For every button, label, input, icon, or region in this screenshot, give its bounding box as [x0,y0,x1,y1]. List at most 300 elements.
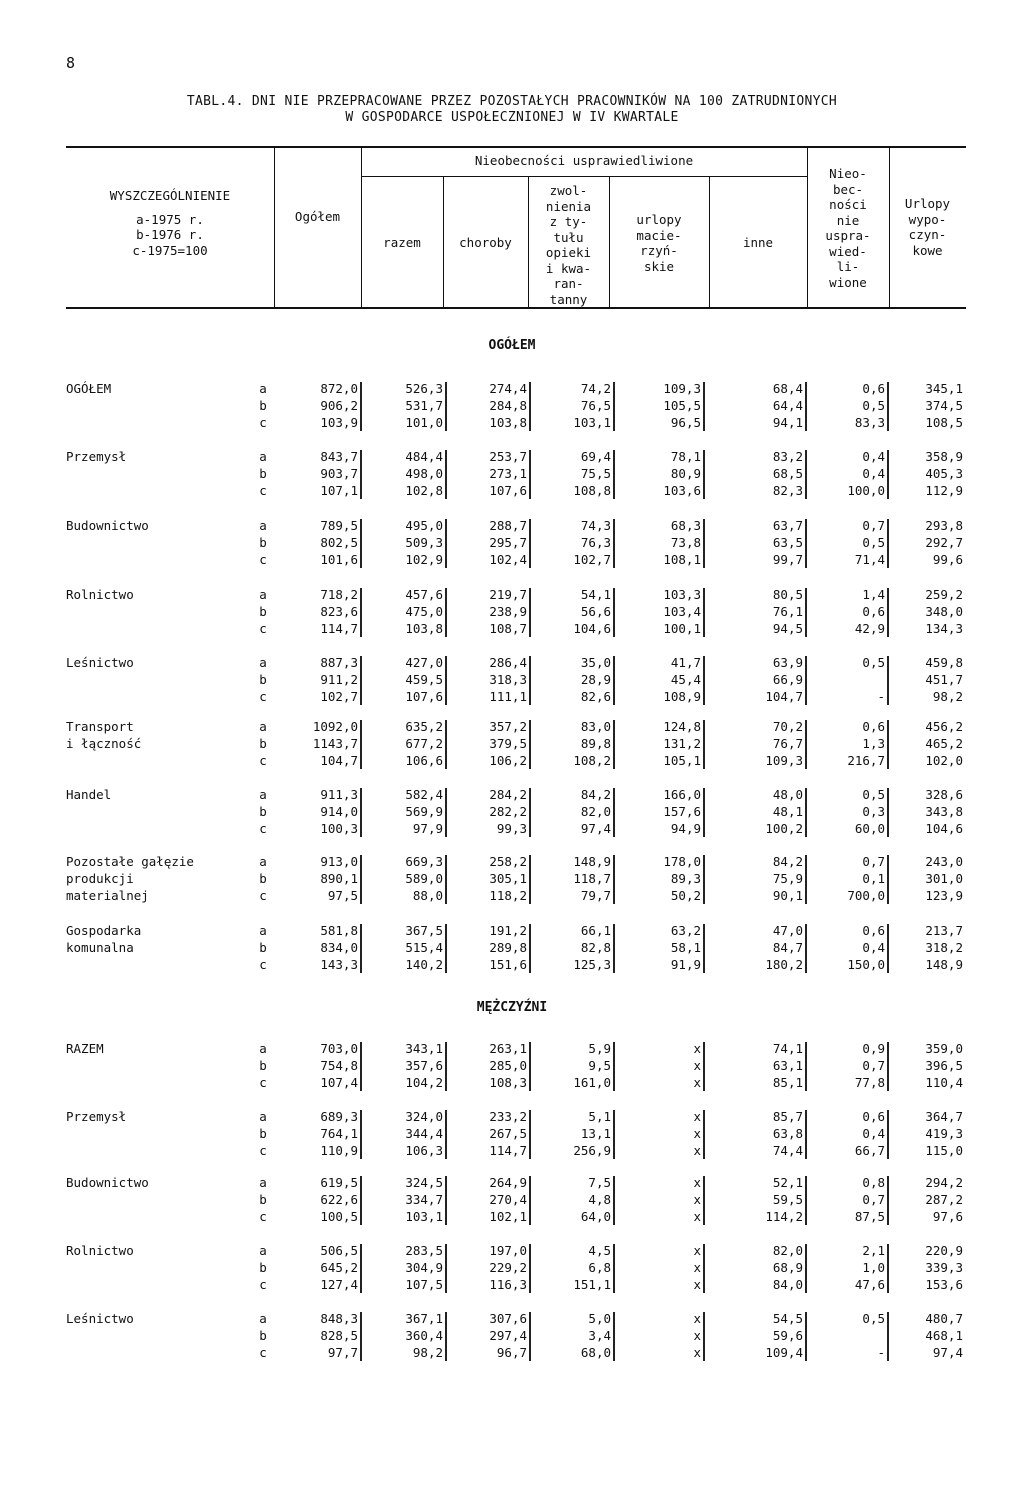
table-cell: 97,9 [412,821,443,836]
table-cell: 480,7 [925,1311,963,1326]
table-cell: 677,2 [405,736,443,751]
page-number: 8 [66,54,76,72]
table-cell: 153,6 [925,1277,963,1292]
table-cell: 75,9 [772,871,803,886]
table-cell: 63,1 [772,1058,803,1073]
table-cell: 150,0 [847,957,885,972]
table-cell: 96,7 [496,1345,527,1360]
table-cell: 140,2 [405,957,443,972]
table-cell: 282,2 [489,804,527,819]
table-cell: 914,0 [320,804,358,819]
table-cell: 108,3 [489,1075,527,1090]
table-cell: 256,9 [573,1143,611,1158]
table-cell: 68,3 [670,518,701,533]
row-label: Rolnictwo [66,587,134,602]
table-cell: 104,6 [925,821,963,836]
table-cell: 97,6 [932,1209,963,1224]
nieusprawiedliwione-line: nie [836,212,860,228]
row-key: b [259,398,267,413]
table-cell: 0,7 [862,854,885,869]
table-cell: 107,1 [320,483,358,498]
table-cell: 166,0 [663,787,701,802]
row-key: a [259,1243,267,1258]
table-cell: 3,4 [588,1328,611,1343]
table-cell: 357,6 [405,1058,443,1073]
table-cell: 143,3 [320,957,358,972]
table-cell: 459,5 [405,672,443,687]
table-cell: 59,5 [772,1192,803,1207]
table-cell: 28,9 [580,672,611,687]
table-cell: 5,9 [588,1041,611,1056]
table-cell: 102,4 [489,552,527,567]
table-cell: 64,4 [772,398,803,413]
table-cell: 284,2 [489,787,527,802]
row-key: b [259,1126,267,1141]
row-label: Budownictwo [66,1175,149,1190]
table-cell: 843,7 [320,449,358,464]
table-cell: 229,2 [489,1260,527,1275]
table-cell: 484,4 [405,449,443,464]
table-cell: 60,0 [854,821,885,836]
table-cell: 63,5 [772,535,803,550]
table-cell: 0,7 [862,518,885,533]
table-cell: 63,7 [772,518,803,533]
table-cell: 357,2 [489,719,527,734]
row-key: c [259,957,267,972]
header-nieusprawiedliwione [807,166,889,290]
header-choroby: choroby [459,235,512,250]
header-top-rule [66,146,966,148]
table-cell: 635,2 [405,719,443,734]
table-cell: 213,7 [925,923,963,938]
table-cell: 284,8 [489,398,527,413]
table-cell: 35,0 [580,655,611,670]
table-cell: 88,0 [412,888,443,903]
table-cell: x [693,1143,701,1158]
table-cell: 151,6 [489,957,527,972]
header-inne: inne [742,235,774,250]
table-cell: 94,9 [670,821,701,836]
table-cell: 0,6 [862,923,885,938]
table-cell: 293,8 [925,518,963,533]
urlopy_macierzynskie-line: skie [643,258,675,274]
row-label: Pozostałe gałęzie [66,854,194,869]
row-label: komunalna [66,940,134,955]
urlopy_macierzynskie-line: urlopy [636,212,682,227]
table-cell: 104,2 [405,1075,443,1090]
header-zwolnienia [528,183,609,307]
table-cell: 0,7 [862,1192,885,1207]
table-cell: 91,9 [670,957,701,972]
row-label: Budownictwo [66,518,149,533]
table-cell: 495,0 [405,518,443,533]
row-label: i łączność [66,736,142,751]
table-cell: 104,7 [320,753,358,768]
row-key: a [259,719,267,734]
row-key: c [259,1345,267,1360]
table-cell: 102,8 [405,483,443,498]
table-cell: 100,3 [320,821,358,836]
table-cell: 56,6 [580,604,611,619]
table-cell: 75,5 [580,466,611,481]
table-cell: x [693,1277,701,1292]
table-cell: 178,0 [663,854,701,869]
table-cell: 689,3 [320,1109,358,1124]
row-key: b [259,1058,267,1073]
table-cell: 151,1 [573,1277,611,1292]
table-cell: 238,9 [489,604,527,619]
table-cell: 267,5 [489,1126,527,1141]
table-cell: 103,8 [489,415,527,430]
header-urlopy-macierzynskie [609,212,709,274]
table-cell: 118,7 [573,871,611,886]
table-cell: 59,6 [772,1328,803,1343]
header-divider [274,148,275,307]
table-cell: 1143,7 [312,736,358,751]
table-cell: 58,1 [670,940,701,955]
nieusprawiedliwione-line: ności [829,197,867,212]
table-cell: 456,2 [925,719,963,734]
table-cell: 498,0 [405,466,443,481]
table-cell: 109,3 [765,753,803,768]
table-cell: 102,0 [925,753,963,768]
row-key: c [259,552,267,567]
table-cell: 96,5 [670,415,701,430]
table-cell: 84,0 [772,1277,803,1292]
row-key: c [259,1075,267,1090]
table-cell: 283,5 [405,1243,443,1258]
row-key: a [259,787,267,802]
urlopy_wypoczynkowe-line: kowe [912,242,943,258]
table-cell: 216,7 [847,753,885,768]
table-cell: 90,1 [772,888,803,903]
table-cell: 84,7 [772,940,803,955]
table-cell: 103,3 [663,587,701,602]
table-cell: 41,7 [670,655,701,670]
table-cell: 109,4 [765,1345,803,1360]
table-cell: 887,3 [320,655,358,670]
table-cell: 131,2 [663,736,701,751]
table-cell: 102,1 [489,1209,527,1224]
table-cell: 180,2 [765,957,803,972]
table-cell: 285,0 [489,1058,527,1073]
zwolnienia-line: nienia [545,198,592,214]
table-cell: 98,2 [932,689,963,704]
table-cell: 102,7 [573,552,611,567]
table-cell: 157,6 [663,804,701,819]
table-cell: 304,9 [405,1260,443,1275]
table-cell: 80,9 [670,466,701,481]
table-cell: 582,4 [405,787,443,802]
table-cell: 264,9 [489,1175,527,1190]
table-cell: 104,7 [765,689,803,704]
table-cell: 123,9 [925,888,963,903]
row-key: c [259,1209,267,1224]
table-cell: 148,9 [925,957,963,972]
table-cell: 465,2 [925,736,963,751]
table-cell: 1,3 [862,736,885,751]
table-cell: 100,2 [765,821,803,836]
table-cell: 219,7 [489,587,527,602]
table-cell: 47,0 [772,923,803,938]
table-cell: x [693,1328,701,1343]
table-cell: 823,6 [320,604,358,619]
table-cell: 104,6 [573,621,611,636]
table-cell: 63,2 [670,923,701,938]
zwolnienia-line: zwol- [549,183,588,198]
table-cell: 48,1 [772,804,803,819]
row-key: b [259,604,267,619]
table-cell: 114,2 [765,1209,803,1224]
table-cell: x [693,1260,701,1275]
row-key: b [259,940,267,955]
table-cell: 339,3 [925,1260,963,1275]
row-key: c [259,1277,267,1292]
table-cell: 103,9 [320,415,358,430]
table-cell: 100,0 [847,483,885,498]
table-cell: 116,3 [489,1277,527,1292]
urlopy_macierzynskie-line: rzyń- [640,243,678,258]
table-cell: 63,9 [772,655,803,670]
nieusprawiedliwione-line: wione [829,274,867,290]
table-cell: 76,3 [580,535,611,550]
table-cell: 64,0 [580,1209,611,1224]
table-cell: 9,5 [588,1058,611,1073]
table-cell: 526,3 [405,381,443,396]
table-cell: 97,4 [932,1345,963,1360]
row-key: b [259,535,267,550]
section-title: OGÓŁEM [488,338,536,353]
table-cell: 94,5 [772,621,803,636]
row-key: b [259,1260,267,1275]
table-cell: 0,3 [862,804,885,819]
table-cell: 103,8 [405,621,443,636]
table-cell: 84,2 [580,787,611,802]
table-cell: 913,0 [320,854,358,869]
row-key: c [259,689,267,704]
table-cell: 69,4 [580,449,611,464]
zwolnienia-line: z ty- [549,214,588,229]
table-title-line-2: W GOSPODARCE USPOŁECZNIONEJ W IV KWARTALE [345,110,679,125]
table-cell: 197,0 [489,1243,527,1258]
table-cell: 118,2 [489,888,527,903]
table-cell: 70,2 [772,719,803,734]
table-cell: 509,3 [405,535,443,550]
table-cell: 834,0 [320,940,358,955]
table-cell: 82,6 [580,689,611,704]
table-cell: 307,6 [489,1311,527,1326]
table-cell: 589,0 [405,871,443,886]
table-cell: 105,1 [663,753,701,768]
urlopy_wypoczynkowe-line: czyn- [908,227,947,242]
table-cell: 74,2 [580,381,611,396]
header-divider [361,148,362,307]
table-cell: 4,5 [588,1243,611,1258]
table-cell: 468,1 [925,1328,963,1343]
row-key: c [259,483,267,498]
row-key: a [259,518,267,533]
table-cell: 68,5 [772,466,803,481]
table-title-line-1: TABL.4. DNI NIE PRZEPRACOWANE PRZEZ POZOSTAŁYCH PRACOWNIKÓW NA 100 ZATRUDNIONYCH [186,94,838,109]
zwolnienia-line: ran- [553,276,584,291]
table-cell: 718,2 [320,587,358,602]
urlopy_wypoczynkowe-line: wypo- [908,211,947,227]
row-label: produkcji [66,871,134,886]
table-cell: 48,0 [772,787,803,802]
table-cell: x [693,1192,701,1207]
nieusprawiedliwione-line: bec- [832,181,864,197]
table-cell: 127,4 [320,1277,358,1292]
row-label: RAZEM [66,1041,104,1056]
table-cell: x [693,1311,701,1326]
header-ogolem: Ogółem [294,209,341,224]
row-label: Leśnictwo [66,1311,134,1326]
table-cell: 109,3 [663,381,701,396]
table-cell: 76,7 [772,736,803,751]
table-cell: 828,5 [320,1328,358,1343]
table-cell: 68,4 [772,381,803,396]
table-cell: 68,0 [580,1345,611,1360]
table-cell: 0,7 [862,1058,885,1073]
table-cell: x [693,1345,701,1360]
table-cell: 459,8 [925,655,963,670]
row-key: a [259,587,267,602]
table-cell: 66,1 [580,923,611,938]
urlopy_wypoczynkowe-line: Urlopy [904,196,951,211]
table-cell: x [693,1075,701,1090]
table-cell: 83,2 [772,449,803,464]
table-cell: x [693,1243,701,1258]
table-cell: 108,5 [925,415,963,430]
table-cell: 108,7 [489,621,527,636]
table-cell: 419,3 [925,1126,963,1141]
table-cell: 292,7 [925,535,963,550]
table-cell: 85,1 [772,1075,803,1090]
table-cell: 451,7 [925,672,963,687]
table-cell: 74,3 [580,518,611,533]
table-cell: 99,6 [932,552,963,567]
table-cell: 77,8 [854,1075,885,1090]
row-key: c [259,1143,267,1158]
table-cell: 1,4 [862,587,885,602]
row-label: OGÓŁEM [66,381,112,396]
table-cell: 305,1 [489,871,527,886]
table-cell: 42,9 [854,621,885,636]
table-cell: 848,3 [320,1311,358,1326]
table-cell: 106,6 [405,753,443,768]
table-cell: 71,4 [854,552,885,567]
zwolnienia-line: tułu [553,229,584,245]
nieusprawiedliwione-line: uspra- [825,228,871,243]
table-cell: 294,2 [925,1175,963,1190]
nieusprawiedliwione-line: Nieo- [829,166,867,181]
table-cell: x [693,1175,701,1190]
table-cell: 76,5 [580,398,611,413]
table-cell: 359,0 [925,1041,963,1056]
table-cell: 124,8 [663,719,701,734]
table-cell: 0,5 [862,787,885,802]
row-key: a [259,854,267,869]
header-razem: razem [383,235,421,250]
table-cell: 110,4 [925,1075,963,1090]
table-cell: 619,5 [320,1175,358,1190]
table-cell: 274,4 [489,381,527,396]
table-cell: 906,2 [320,398,358,413]
header-bottom-rule [66,307,966,309]
table-cell: 622,6 [320,1192,358,1207]
table-cell: 84,2 [772,854,803,869]
table-cell: 367,1 [405,1311,443,1326]
table-cell: 872,0 [320,381,358,396]
row-key: c [259,621,267,636]
table-cell: 301,0 [925,871,963,886]
table-cell: 134,3 [925,621,963,636]
table-cell: 405,3 [925,466,963,481]
table-cell: 105,5 [663,398,701,413]
table-cell: 108,9 [663,689,701,704]
row-key: b [259,736,267,751]
row-key: a [259,381,267,396]
table-cell: 107,5 [405,1277,443,1292]
table-cell: 0,1 [862,871,885,886]
table-cell: 289,8 [489,940,527,955]
table-cell: - [877,689,885,704]
table-cell: 161,0 [573,1075,611,1090]
table-cell: 97,4 [580,821,611,836]
table-cell: 0,4 [862,1126,885,1141]
table-cell: 374,5 [925,398,963,413]
table-cell: 82,0 [580,804,611,819]
table-cell: 54,5 [772,1311,803,1326]
table-cell: x [693,1209,701,1224]
table-cell: 789,5 [320,518,358,533]
nieusprawiedliwione-line: wied- [829,243,867,259]
group-rule [362,176,807,177]
row-key: a [259,655,267,670]
table-cell: 270,4 [489,1192,527,1207]
table-cell: 108,2 [573,753,611,768]
table-cell: 581,8 [320,923,358,938]
table-cell: 101,0 [405,415,443,430]
row-label: materialnej [66,888,149,903]
table-cell: 427,0 [405,655,443,670]
table-cell: 66,9 [772,672,803,687]
table-cell: 103,4 [663,604,701,619]
table-cell: 73,8 [670,535,701,550]
table-cell: 345,1 [925,381,963,396]
table-cell: 89,3 [670,871,701,886]
table-cell: 68,9 [772,1260,803,1275]
table-cell: 80,5 [772,587,803,602]
nieusprawiedliwione-line: li- [836,259,860,274]
table-cell: 233,2 [489,1109,527,1124]
row-key: b [259,1192,267,1207]
table-cell: 220,9 [925,1243,963,1258]
row-label: Przemysł [66,1109,127,1124]
row-key: b [259,1328,267,1343]
table-cell: 83,0 [580,719,611,734]
table-cell: x [693,1058,701,1073]
table-cell: 5,0 [588,1311,611,1326]
table-cell: 82,8 [580,940,611,955]
table-cell: 288,7 [489,518,527,533]
table-cell: 263,1 [489,1041,527,1056]
row-label: Transport [66,719,134,734]
row-key: a [259,449,267,464]
table-cell: 364,7 [925,1109,963,1124]
table-cell: 334,7 [405,1192,443,1207]
table-cell: 45,4 [670,672,701,687]
